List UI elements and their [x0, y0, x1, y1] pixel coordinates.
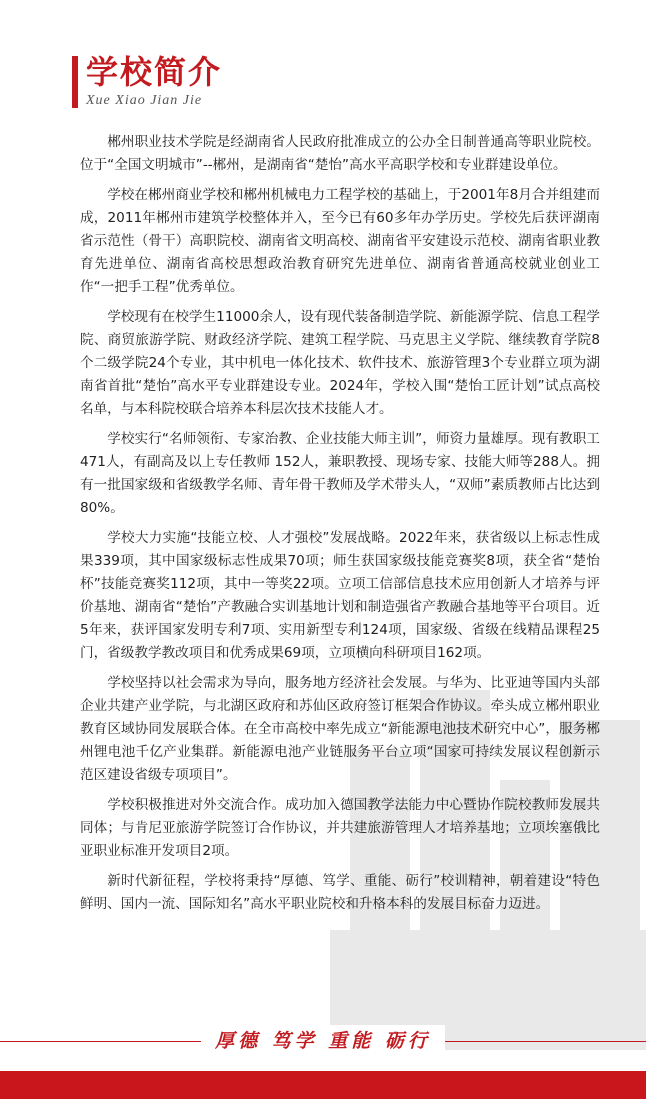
- title-accent-bar: [72, 56, 78, 108]
- bottom-red-band: [0, 1071, 646, 1099]
- paragraph-community: 学校坚持以社会需求为导向，服务地方经济社会发展。与华为、比亚迪等国内头部企业共建产业学院，与北湖区政府和苏仙区政府签订框架合作协议。牵头成立郴州职业教育区域协同发展联合体。在全市高校中率先成立“新能源电池技术研究中心”，服务郴州锂电池千亿产业集群。新能源电池产业链服务平台立项“国家可持续发展议程创新示范区建设省级专项项目”。: [80, 675, 600, 783]
- introduction-body: [80, 131, 600, 923]
- paragraph-vision: 新时代新征程，学校将秉持“厚德、笃学、重能、砺行”校训精神，朝着建设“特色鲜明、国内一流、国际知名”高水平职业院校和升格本科的发展目标奋力迈进。: [80, 873, 600, 912]
- paragraph-scale: 学校现有在校学生11000余人，设有现代装备制造学院、新能源学院、信息工程学院、商贸旅游学院、财政经济学院、建筑工程学院、马克思主义学院、继续教育学院8个二级学院24个专业，其中机电一体化技术、软件技术、旅游管理3个专业群立项为湖南省首批“楚怡”高水平专业群建设专业。2024年，学校入围“楚怡工匠计划”试点高校名单，与本科院校联合培养本科层次技术技能人才。: [80, 309, 600, 417]
- page-title-pinyin: Xue Xiao Jian Jie: [86, 93, 203, 108]
- paragraph-achievements: 学校大力实施“技能立校、人才强校”发展战略。2022年来，获省级以上标志性成果339项，其中国家级标志性成果70项；师生获国家级技能竞赛奖8项，获全省“楚怡杯”技能竞赛奖112项，其中一等奖22项。立项工信部信息技术应用创新人才培养与评价基地、湖南省“楚怡”产教融合实训基地计划和制造强省产教融合基地等平台项目。近5年来，获评国家发明专利7项、实用新型专利124项，国家级、省级在线精品课程25门，省级教学教改项目和优秀成果69项，立项横向科研项目162项。: [80, 530, 600, 661]
- page-title: 学校简介: [86, 53, 223, 91]
- paragraph-history: 学校在郴州商业学校和郴州机械电力工程学校的基础上，于2001年8月合并组建而成，2011年郴州市建筑学校整体并入，至今已有60多年办学历史。学校先后获评湖南省示范性（骨干）高职院校、湖南省文明高校、湖南省平安建设示范校、湖南省职业教育先进单位、湖南省高校思想政治教育研究先进单位、湖南省普通高校就业创业工作“一把手工程”优秀单位。: [80, 187, 600, 295]
- paragraph-faculty: 学校实行“名师领衔、专家治教、企业技能大师主训”，师资力量雄厚。现有教职工471人，有副高及以上专任教师 152人，兼职教授、现场专家、技能大师等288人。拥有一批国家级和省级教学名师、青年骨干教师及学术带头人，“双师”素质教师占比达到80%。: [80, 431, 600, 516]
- section-header: [72, 52, 372, 112]
- paragraph-international: 学校积极推进对外交流合作。成功加入德国教学法能力中心暨协作院校教师发展共同体；与肯尼亚旅游学院签订合作协议，并共建旅游管理人才培养基地；立项埃塞俄比亚职业标准开发项目2项。: [80, 797, 600, 859]
- school-motto-text: 厚德 笃学 重能 砺行: [201, 1025, 445, 1057]
- paragraph-overview: 郴州职业技术学院是经湖南省人民政府批准成立的公办全日制普通高等职业院校。位于“全国文明城市”--郴州，是湖南省“楚怡”高水平高职学校和专业群建设单位。: [80, 134, 600, 173]
- footer-divider: [0, 1041, 646, 1042]
